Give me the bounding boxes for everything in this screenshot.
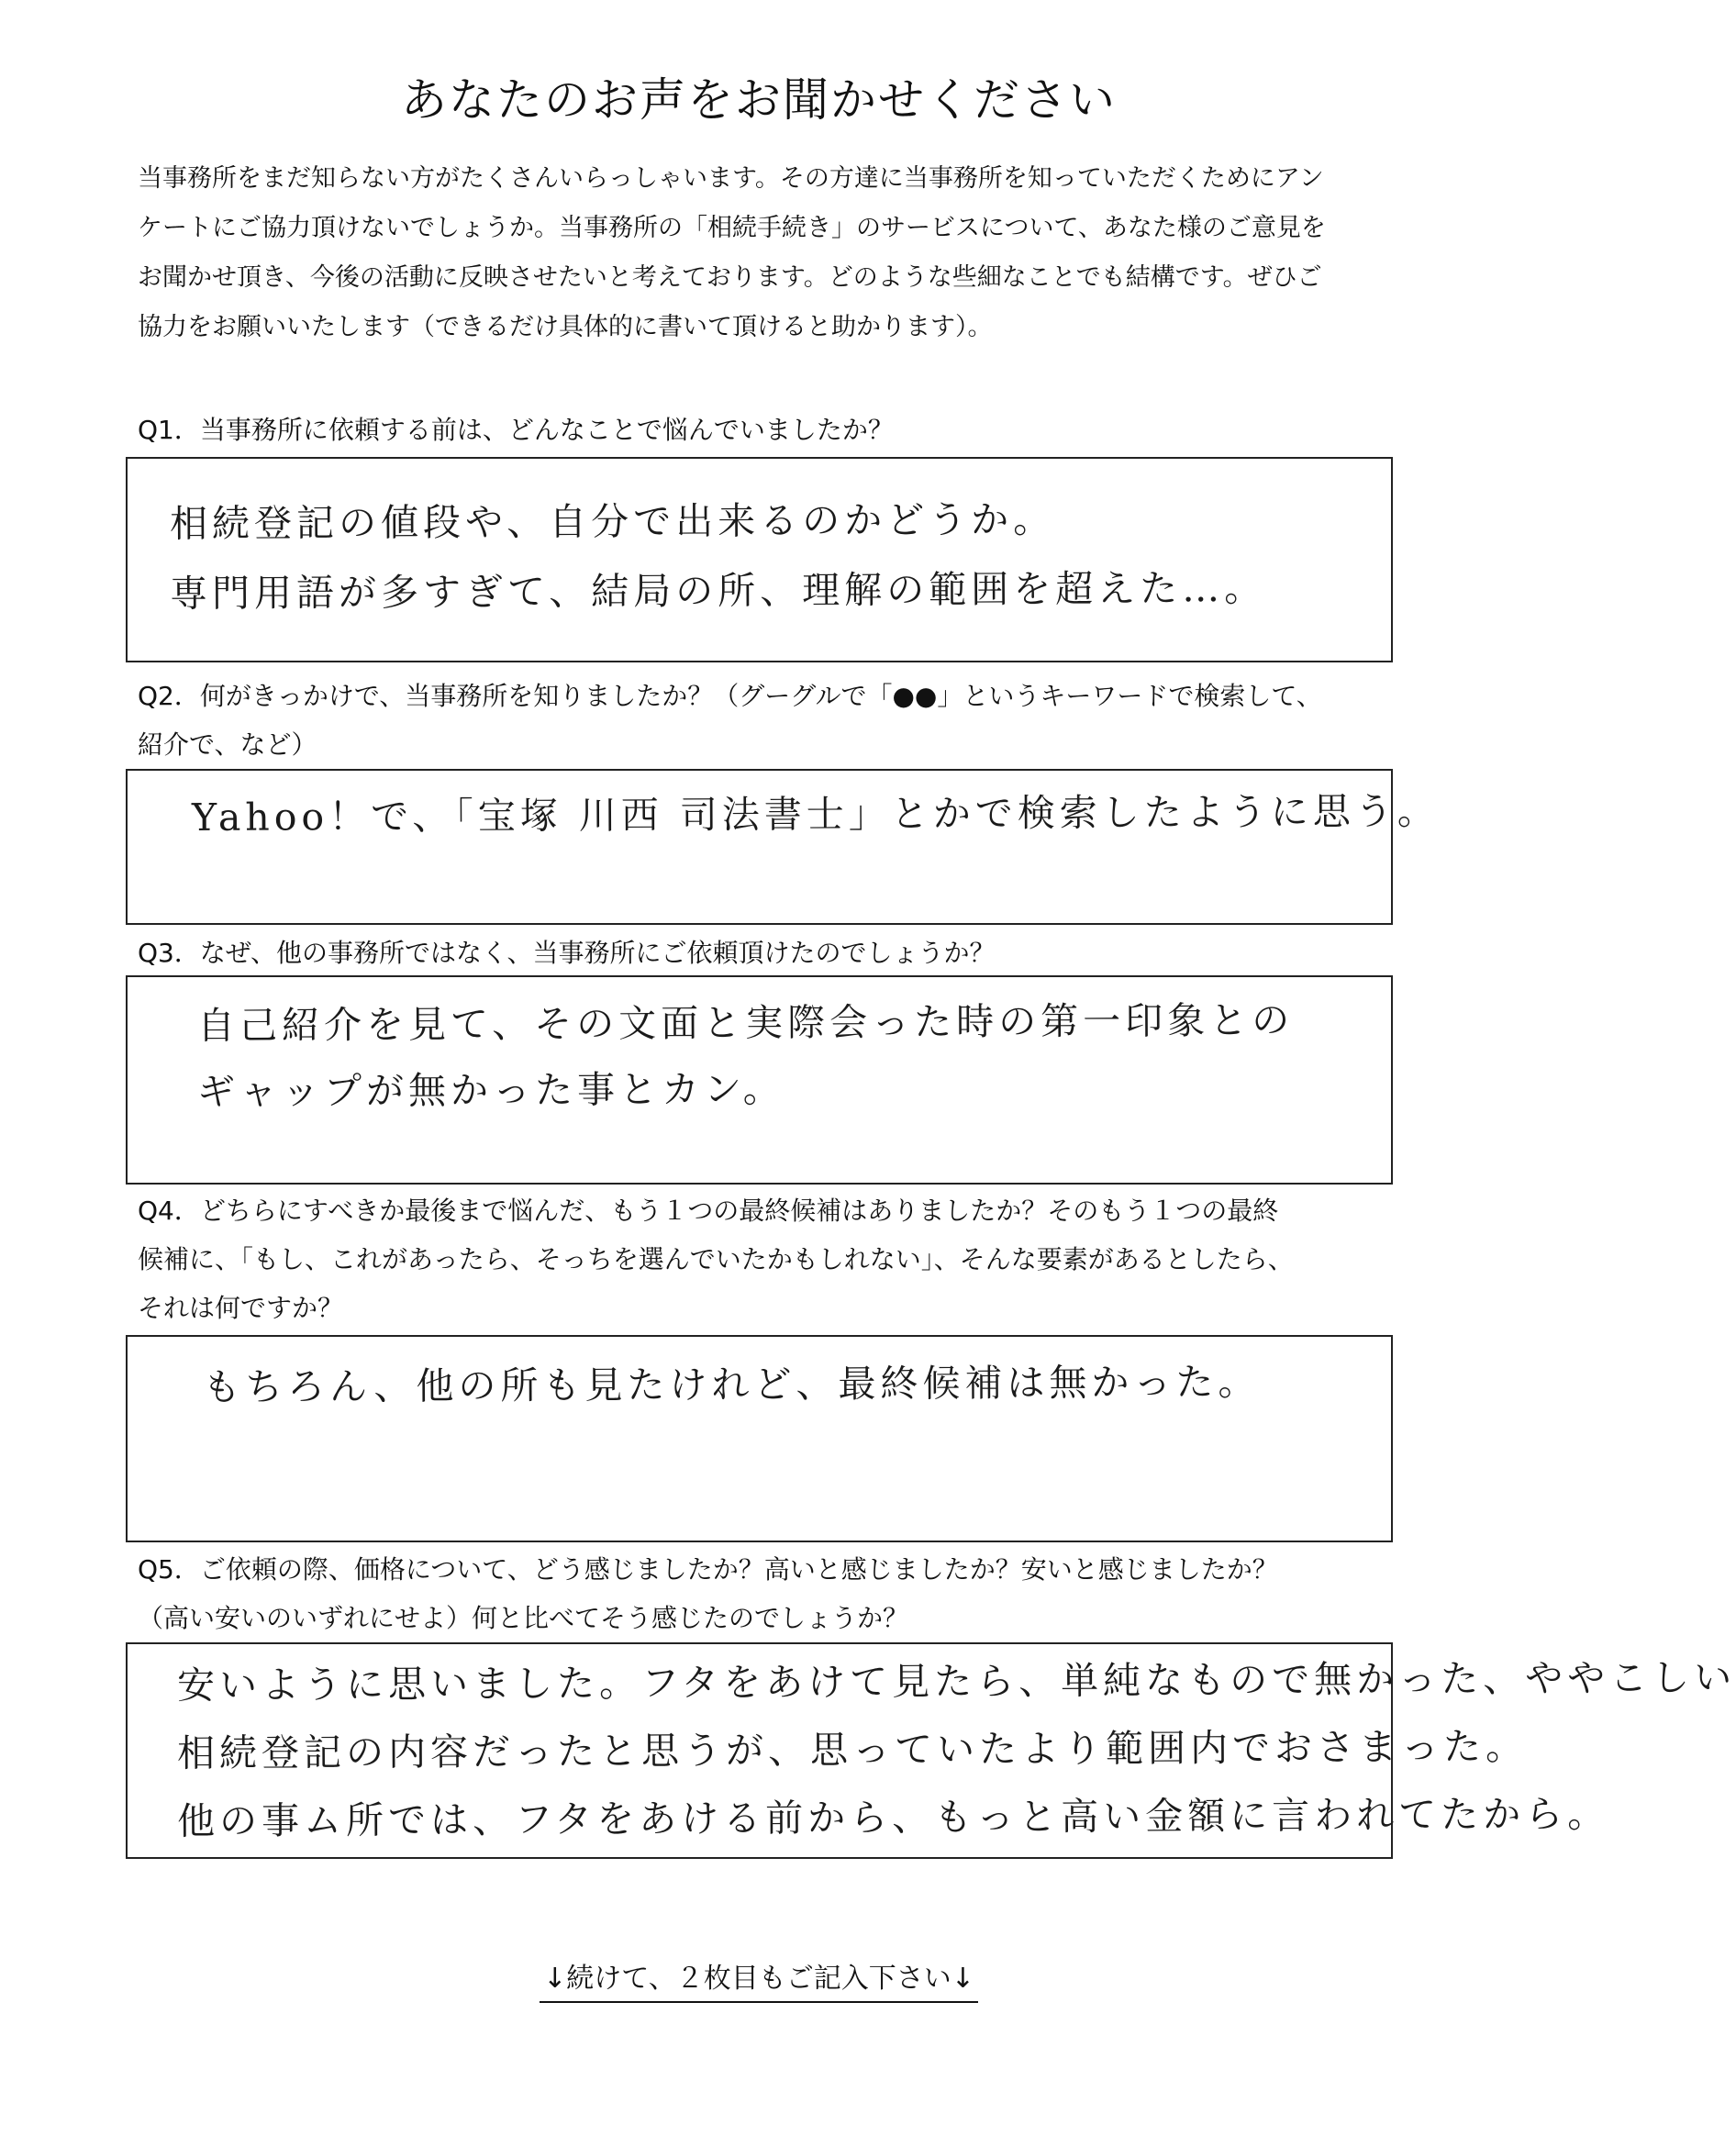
question-4-text: 候補に、「もし、これがあったら、そっちを選んでいたかもしれない」、そんな要素があるとしたら、 [138, 1244, 1294, 1274]
answer-1-line: 相続登記の値段や、自分で出来るのかどうか。 [169, 496, 1056, 546]
question-4 [138, 1186, 1422, 1332]
page-title: あなたのお声をお聞かせください [401, 73, 1117, 127]
question-4-text: Q4．どちらにすべきか最後まで悩んだ、もう１つの最終候補はありましたか？そのもう１つの最終 [138, 1196, 1279, 1226]
question-2-text: Q2．何がきっかけで、当事務所を知りましたか？（グーグルで「●●」というキーワードで検索して、 [138, 681, 1322, 711]
question-4-text: それは何ですか？ [138, 1293, 344, 1323]
intro-line: 当事務所をまだ知らない方がたくさんいらっしゃいます。その方達に当事務所を知っていただくためにアン [138, 164, 1324, 193]
question-3-text: Q3．なぜ、他の事務所ではなく、当事務所にご依頼頂けたのでしょうか？ [138, 938, 996, 968]
answer-box-3 [126, 975, 1393, 1185]
answer-box-1 [126, 457, 1393, 662]
answer-5-line: 他の事ム所では、フタをあける前から、もっと高い金額に言われてたから。 [176, 1791, 1610, 1843]
question-1 [138, 406, 1422, 454]
question-3 [138, 929, 1422, 977]
continue-note [0, 1959, 1518, 2003]
answer-3-line: 自己紹介を見て、その文面と実際会った時の第一印象との [196, 997, 1295, 1048]
question-2 [138, 672, 1422, 769]
answer-2-line: Yahoo！で、「宝塚 川西 司法書士」とかで検索したように思う。 [191, 788, 1440, 840]
answer-5-line: 安いように思いました。フタをあけて見たら、単純なもので無かった、ややこしい [176, 1655, 1736, 1708]
intro-paragraph [138, 154, 1404, 352]
answer-3-line: ギャップが無かった事とカン。 [196, 1066, 785, 1114]
answer-4-line: もちろん、他の所も見たけれど、最終候補は無かった。 [202, 1359, 1261, 1409]
intro-line: 協力をお願いいたします（できるだけ具体的に書いて頂けると助かります）。 [138, 313, 993, 341]
answer-box-5 [126, 1642, 1736, 1859]
question-5-text: Q5．ご依頼の際、価格について、どう感じましたか？高いと感じましたか？安いと感じましたか？ [138, 1554, 1278, 1585]
answer-box-4 [126, 1335, 1393, 1542]
continue-note-text: ↓続けて、２枚目もご記入下さい↓ [540, 1959, 978, 2003]
answer-box-2 [126, 769, 1440, 925]
answer-1-line: 専門用語が多すぎて、結局の所、理解の範囲を超えた…。 [169, 565, 1267, 616]
question-5-text: （高い安いのいずれにせよ）何と比べてそう感じたのでしょうか？ [138, 1603, 909, 1633]
question-2-text: 紹介で、など） [138, 729, 317, 760]
intro-line: ケートにご協力頂けないでしょうか。当事務所の「相続手続き」のサービスについて、あなた様のご意見を [138, 214, 1326, 242]
answer-5-line: 相続登記の内容だったと思うが、思っていたより範囲内でおさまった。 [176, 1724, 1529, 1775]
question-5 [138, 1545, 1422, 1642]
intro-line: お聞かせ頂き、今後の活動に反映させたいと考えております。どのような些細なことでも結構です。ぜひご [138, 263, 1322, 292]
question-1-text: Q1．当事務所に依頼する前は、どんなことで悩んでいましたか？ [138, 415, 894, 445]
